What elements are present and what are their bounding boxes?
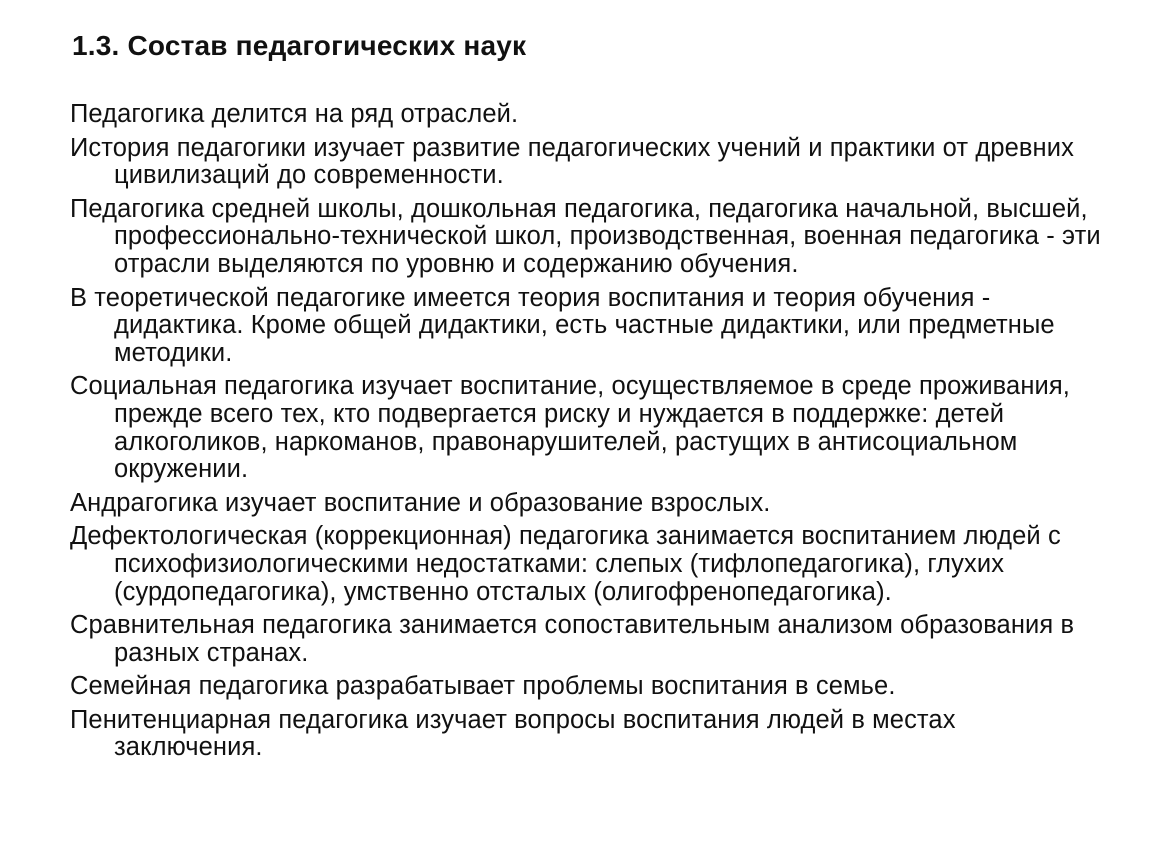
paragraph-school-level-pedagogy: Педагогика средней школы, дошкольная педагогика, педагогика начальной, высшей, профессионально-технической школ, производственная, военная педагогика - эти отрасли выделяются по уровню и содержанию обучения. — [70, 194, 1101, 278]
slide-title: 1.3. Состав педагогических наук — [72, 30, 527, 61]
paragraph-history-of-pedagogy: История педагогики изучает развитие педагогических учений и практики от древних цивилизаций до современности. — [70, 133, 1074, 190]
paragraph-list — [70, 101, 1110, 768]
paragraph-correctional-pedagogy: Дефектологическая (коррекционная) педагогика занимается воспитанием людей с психофизиологическими недостатками: слепых (тифлопедагогика), глухих (сурдопедагогика), умственно отсталых (олигофренопедагогика). — [70, 522, 1061, 606]
paragraph-branches-intro: Педагогика делится на ряд отраслей. — [70, 100, 519, 128]
paragraph-theoretical-pedagogy: В теоретической педагогике имеется теория воспитания и теория обучения - дидактика. Кроме общей дидактики, есть частные дидактики, или предметные методики. — [70, 283, 1055, 367]
paragraph-andragogy: Андрагогика изучает воспитание и образование взрослых. — [70, 488, 771, 517]
paragraph-social-pedagogy: Социальная педагогика изучает воспитание, осуществляемое в среде проживания, прежде всего тех, кто подвергается риску и нуждается в поддержке: детей алкоголиков, наркоманов, правонарушителей, растущих в антисоциальном окружении. — [70, 372, 1070, 484]
paragraph-family-pedagogy: Семейная педагогика разрабатывает проблемы воспитания в семье. — [70, 672, 896, 701]
paragraph-penitentiary-pedagogy: Пенитенциарная педагогика изучает вопросы воспитания людей в местах заключения. — [70, 705, 956, 762]
paragraph-comparative-pedagogy: Сравнительная педагогика занимается сопоставительным анализом образования в разных странах. — [70, 611, 1075, 667]
